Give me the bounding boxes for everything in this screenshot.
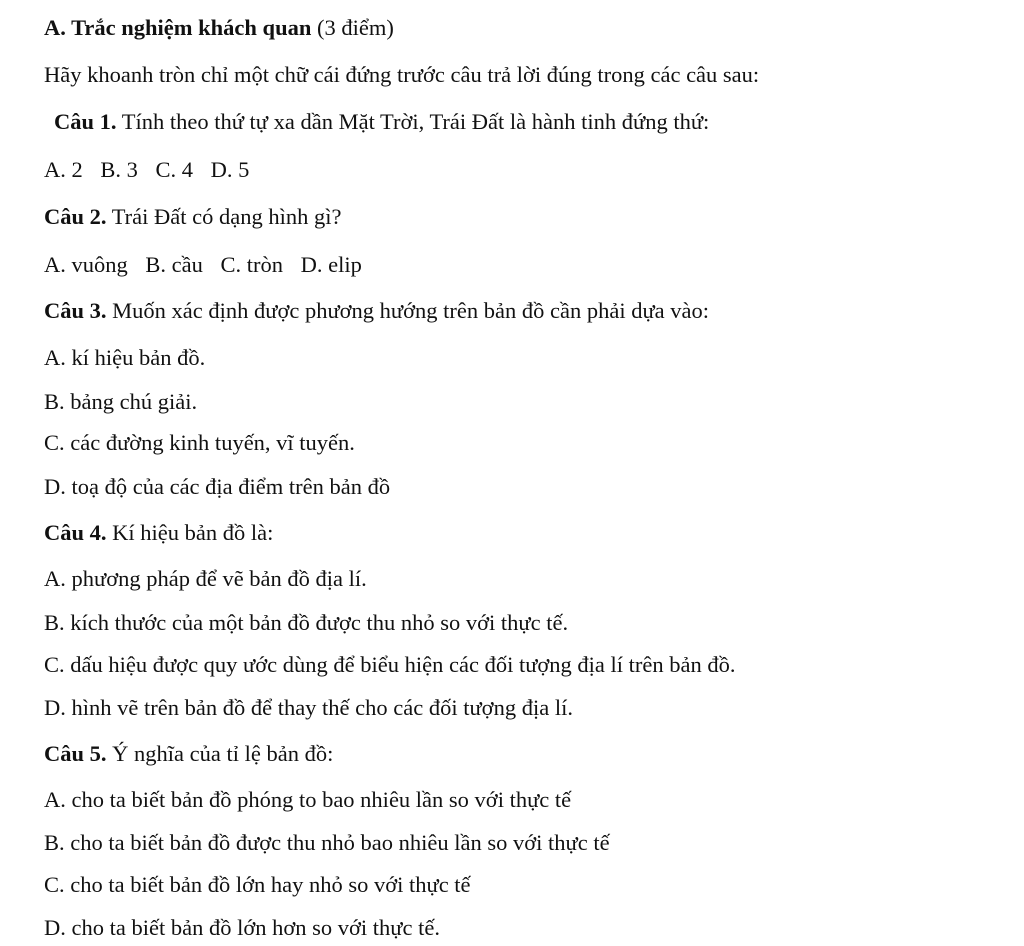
section-title: A. Trắc nghiệm khách quan [44,15,312,40]
question-3-option-a: A. kí hiệu bản đồ. [44,345,206,370]
question-3-option-d: D. toạ độ của các địa điểm trên bản đồ [44,474,391,499]
question-5-option-b: B. cho ta biết bản đồ được thu nhỏ bao nhiêu lần so với thực tế [44,830,610,855]
question-2-option-d: D. elip [300,252,362,277]
question-3-label: Câu 3. [44,298,107,323]
question-2-text: Trái Đất có dạng hình gì? [111,204,342,229]
question-4 [44,519,273,547]
question-1-options [44,156,249,184]
question-4-option-b: B. kích thước của một bản đồ được thu nhỏ so với thực tế. [44,610,569,635]
question-1 [54,108,709,136]
question-1-label: Câu 1. [54,109,117,134]
question-2-options [44,251,362,279]
question-1-option-b: B. 3 [100,157,138,182]
question-5 [44,740,333,768]
question-4-option-a: A. phương pháp để vẽ bản đồ địa lí. [44,566,367,591]
question-4-option-d: D. hình vẽ trên bản đồ để thay thế cho các đối tượng địa lí. [44,695,573,720]
section-points: (3 điểm) [316,15,394,40]
question-4-label: Câu 4. [44,520,107,545]
section-heading [44,14,394,42]
question-3 [44,297,709,325]
question-2-option-a: A. vuông [44,252,128,277]
question-5-option-d: D. cho ta biết bản đồ lớn hơn so với thực tế. [44,915,440,940]
question-5-option-c: C. cho ta biết bản đồ lớn hay nhỏ so với thực tế [44,872,471,897]
question-5-option-a: A. cho ta biết bản đồ phóng to bao nhiêu lần so với thực tế [44,787,572,812]
question-3-text: Muốn xác định được phương hướng trên bản đồ cần phải dựa vào: [112,298,709,323]
question-2-option-c: C. tròn [220,252,283,277]
question-1-text: Tính theo thứ tự xa dần Mặt Trời, Trái Đất là hành tinh đứng thứ: [121,109,710,134]
question-2 [44,203,342,231]
question-3-option-b: B. bảng chú giải. [44,389,198,414]
question-5-label: Câu 5. [44,741,107,766]
question-5-text: Ý nghĩa của tỉ lệ bản đồ: [112,741,334,766]
instruction-text: Hãy khoanh tròn chỉ một chữ cái đứng trước câu trả lời đúng trong các câu sau: [44,62,760,87]
question-4-option-c: C. dấu hiệu được quy ước dùng để biểu hiện các đối tượng địa lí trên bản đồ. [44,652,736,677]
question-2-label: Câu 2. [44,204,107,229]
question-4-text: Kí hiệu bản đồ là: [112,520,274,545]
question-2-option-b: B. cầu [145,252,203,277]
question-1-option-a: A. 2 [44,157,83,182]
question-3-option-c: C. các đường kinh tuyến, vĩ tuyến. [44,430,355,455]
question-1-option-c: C. 4 [155,157,194,182]
question-1-option-d: D. 5 [210,157,250,182]
